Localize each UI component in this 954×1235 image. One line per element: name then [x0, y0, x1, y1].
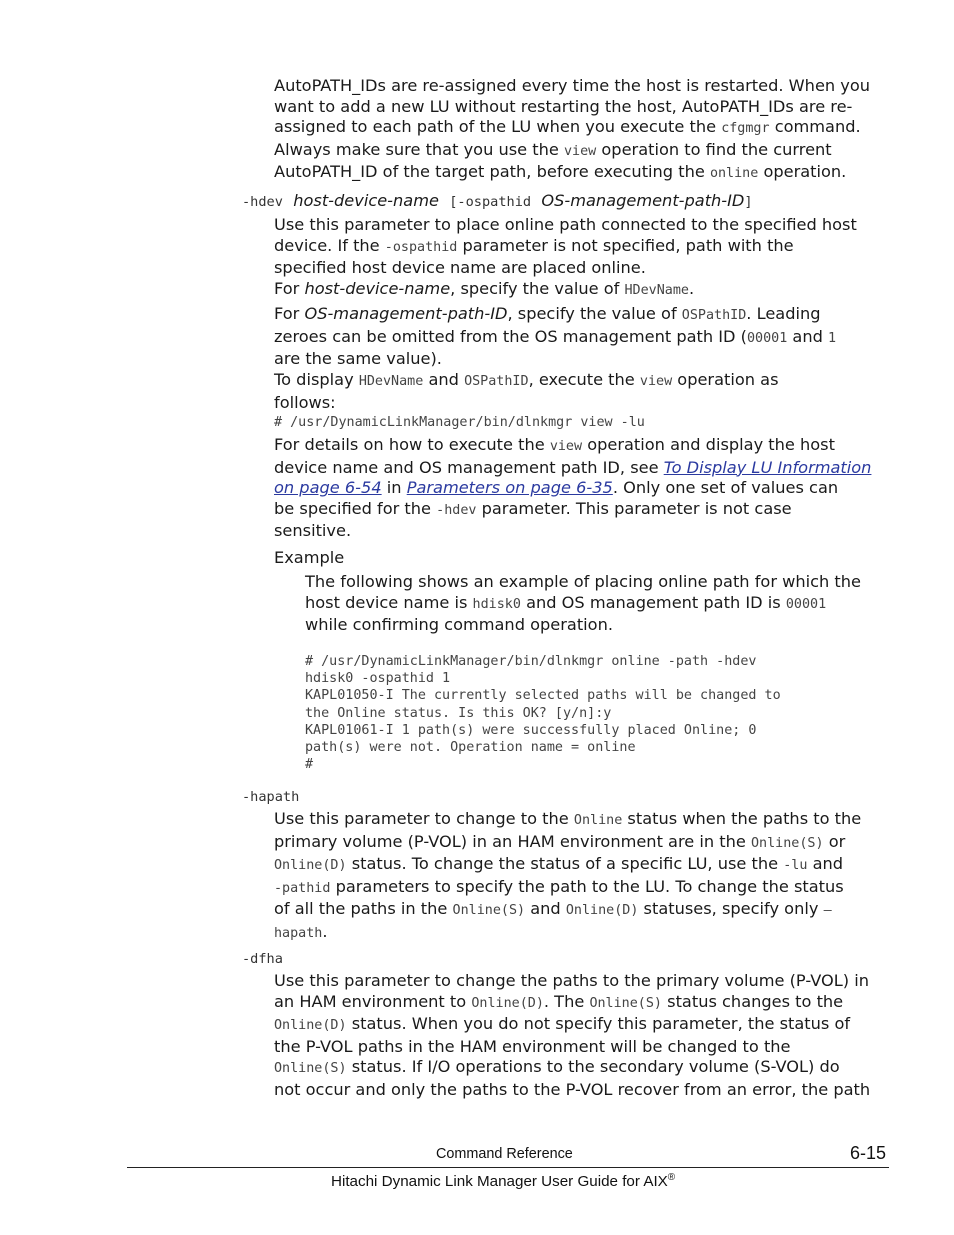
- text-line: For details on how to execute the view operation and display the host: [274, 435, 835, 454]
- text-line: device name and OS management path ID, see To Display LU Information: [274, 457, 872, 477]
- link-display-lu-information[interactable]: To Display LU Information: [663, 457, 872, 477]
- page-number: 6-15: [850, 1143, 887, 1163]
- text-line: while confirming command operation.: [305, 615, 613, 635]
- example-code-block: # /usr/DynamicLinkManager/bin/dlnkmgr online -path -hdev hdisk0 -ospathid 1 KAPL01050-I The currently selected paths will be changed to the Online status. Is this OK? [y/n]:y KAPL01061-I 1 path(s) were successfully placed Online; 0 path(s) were not. Operation name = online #: [305, 654, 781, 773]
- hapath-parameter-heading: -hapath: [242, 789, 300, 805]
- hdev-description: [274, 215, 894, 279]
- text-line: Always make sure that you use the view operation to find the current: [274, 139, 832, 159]
- text-line: The following shows an example of placing online path for which the: [305, 572, 861, 591]
- text-line: AutoPATH_ID of the target path, before executing the online operation.: [274, 162, 847, 182]
- text-line: Online(S) status. If I/O operations to the secondary volume (S-VOL) do: [274, 1057, 840, 1077]
- example-description: [305, 572, 895, 636]
- link-parameters[interactable]: Parameters on page 6-35: [406, 478, 613, 498]
- text-line: To display HDevName and OSPathID, execute the view operation as: [274, 370, 779, 389]
- text-line: the P-VOL paths in the HAM environment will be changed to the: [274, 1036, 791, 1056]
- autopath-paragraph: [274, 76, 894, 185]
- text-line: follows:: [274, 392, 336, 412]
- text-line: Online(D) status. When you do not specify this parameter, the status of: [274, 1014, 851, 1034]
- registered-mark: ®: [667, 1172, 676, 1183]
- text-line: Use this parameter to place online path connected to the specified host: [274, 215, 857, 234]
- dfha-parameter-heading: -dfha: [242, 951, 283, 967]
- text-line: Online(D) status. To change the status of a specific LU, use the -lu and: [274, 854, 844, 874]
- text-line: on page 6-54 in Parameters on page 6-35. Only one set of values can: [274, 478, 839, 498]
- os-management-path-id-note: [274, 304, 894, 370]
- text-line: specified host device name are placed online.: [274, 258, 646, 278]
- text-line: host device name is hdisk0 and OS management path ID is 00001: [305, 592, 827, 612]
- text-line: are the same value).: [274, 349, 442, 369]
- text-line: assigned to each path of the LU when you execute the cfgmgr command.: [274, 117, 861, 137]
- dfha-description: [274, 971, 894, 1101]
- text-line: device. If the -ospathid parameter is not specified, path with the: [274, 235, 794, 255]
- footer-guide-title: Hitachi Dynamic Link Manager User Guide for AIX®: [331, 1172, 676, 1191]
- display-values-note: [274, 370, 894, 413]
- text-line: hapath.: [274, 921, 328, 941]
- text-line: Use this parameter to change to the Online status when the paths to the: [274, 809, 862, 828]
- hdev-parameter-heading: -hdev host-device-name [-ospathid OS-management-path-ID]: [242, 191, 753, 210]
- text-line: For OS-management-path-ID, specify the value of OSPathID. Leading: [274, 304, 821, 323]
- text-line: -pathid parameters to specify the path to the LU. To change the status: [274, 876, 844, 896]
- text-line: want to add a new LU without restarting the host, AutoPATH_IDs are re-: [274, 96, 853, 116]
- text-line: AutoPATH_IDs are re-assigned every time the host is restarted. When you: [274, 76, 871, 95]
- host-device-name-note: For host-device-name, specify the value of HDevName.: [274, 279, 695, 298]
- text-line: of all the paths in the Online(S) and Online(D) statuses, specify only –: [274, 899, 832, 919]
- text-line: primary volume (P-VOL) in an HAM environment are in the Online(S) or: [274, 831, 846, 851]
- link-page-6-54[interactable]: on page 6-54: [274, 478, 382, 498]
- text-line: sensitive.: [274, 521, 352, 541]
- text-line: zeroes can be omitted from the OS management path ID (00001 and 1: [274, 326, 837, 346]
- footer-divider: [127, 1167, 889, 1168]
- hapath-description: [274, 809, 894, 945]
- details-reference: [274, 435, 894, 542]
- view-lu-command: # /usr/DynamicLinkManager/bin/dlnkmgr view -lu: [274, 415, 645, 430]
- text-line: be specified for the -hdev parameter. This parameter is not case: [274, 498, 792, 518]
- text-line: Use this parameter to change the paths to the primary volume (P-VOL) in: [274, 971, 869, 990]
- example-label: Example: [274, 548, 345, 567]
- text-line: an HAM environment to Online(D). The Online(S) status changes to the: [274, 991, 844, 1011]
- footer-section-title: Command Reference: [436, 1146, 573, 1162]
- text-line: not occur and only the paths to the P-VOL recover from an error, the path: [274, 1079, 871, 1099]
